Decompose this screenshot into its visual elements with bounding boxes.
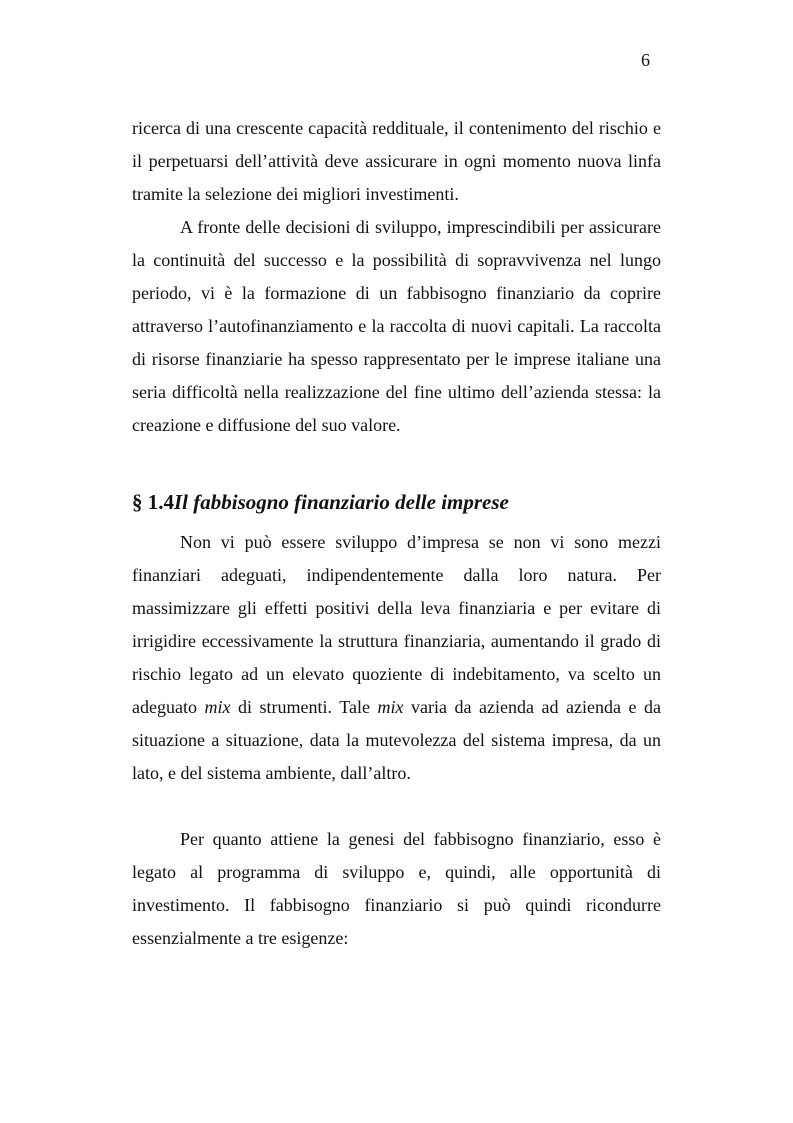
document-body bbox=[132, 112, 661, 955]
section-title: Il fabbisogno finanziario delle imprese bbox=[174, 490, 509, 514]
paragraph-development-decisions: A fronte delle decisioni di sviluppo, imprescindibili per assicurare la continuità del successo e la possibilità di sopravvivenza nel lungo periodo, vi è la formazione di un fabbisogno finanziario da coprire attraverso l’autofinanziamento e la raccolta di nuovi capitali. La raccolta di risorse finanziarie ha spesso rappresentato per le imprese italiane una seria difficoltà nella realizzazione del fine ultimo dell’azienda stessa: la creazione e diffusione del suo valore. bbox=[132, 217, 661, 435]
paragraph-financial-needs-genesis: Per quanto attiene la genesi del fabbisogno finanziario, esso è legato al programma di sviluppo e, quindi, alle opportunità di investimento. Il fabbisogno finanziario si può quindi ricondurre essenzialmente a tre esigenze: bbox=[132, 829, 661, 948]
paragraph-continuation: ricerca di una crescente capacità reddituale, il contenimento del rischio e il perpetuarsi dell’attività deve assicurare in ogni momento nuova linfa tramite la selezione dei migliori investimenti. bbox=[132, 118, 661, 204]
paragraph-text: Non vi può essere sviluppo d’impresa se non vi sono mezzi finanziari adeguati, indipendentemente dalla loro natura. Per massimizzare gli effetti positivi della leva finanziaria e per evitare di irrigidire eccessivamente la struttura finanziaria, aumentando il grado di rischio legato ad un elevato quoziente di indebitamento, va scelto un adeguato bbox=[132, 532, 661, 717]
section-number: § 1.4 bbox=[132, 490, 174, 514]
paragraph-text: di strumenti. Tale bbox=[230, 697, 378, 717]
emphasis-term: mix bbox=[377, 697, 404, 717]
paragraph-text: varia da azienda ad azienda e da situazione a situazione, data la mutevolezza del sistema impresa, da un lato, e del sistema ambiente, dall’altro. bbox=[132, 697, 661, 783]
paragraph-financial-means bbox=[132, 526, 661, 790]
section-heading bbox=[132, 486, 661, 518]
page-number: 6 bbox=[641, 50, 650, 70]
emphasis-term: mix bbox=[204, 697, 231, 717]
